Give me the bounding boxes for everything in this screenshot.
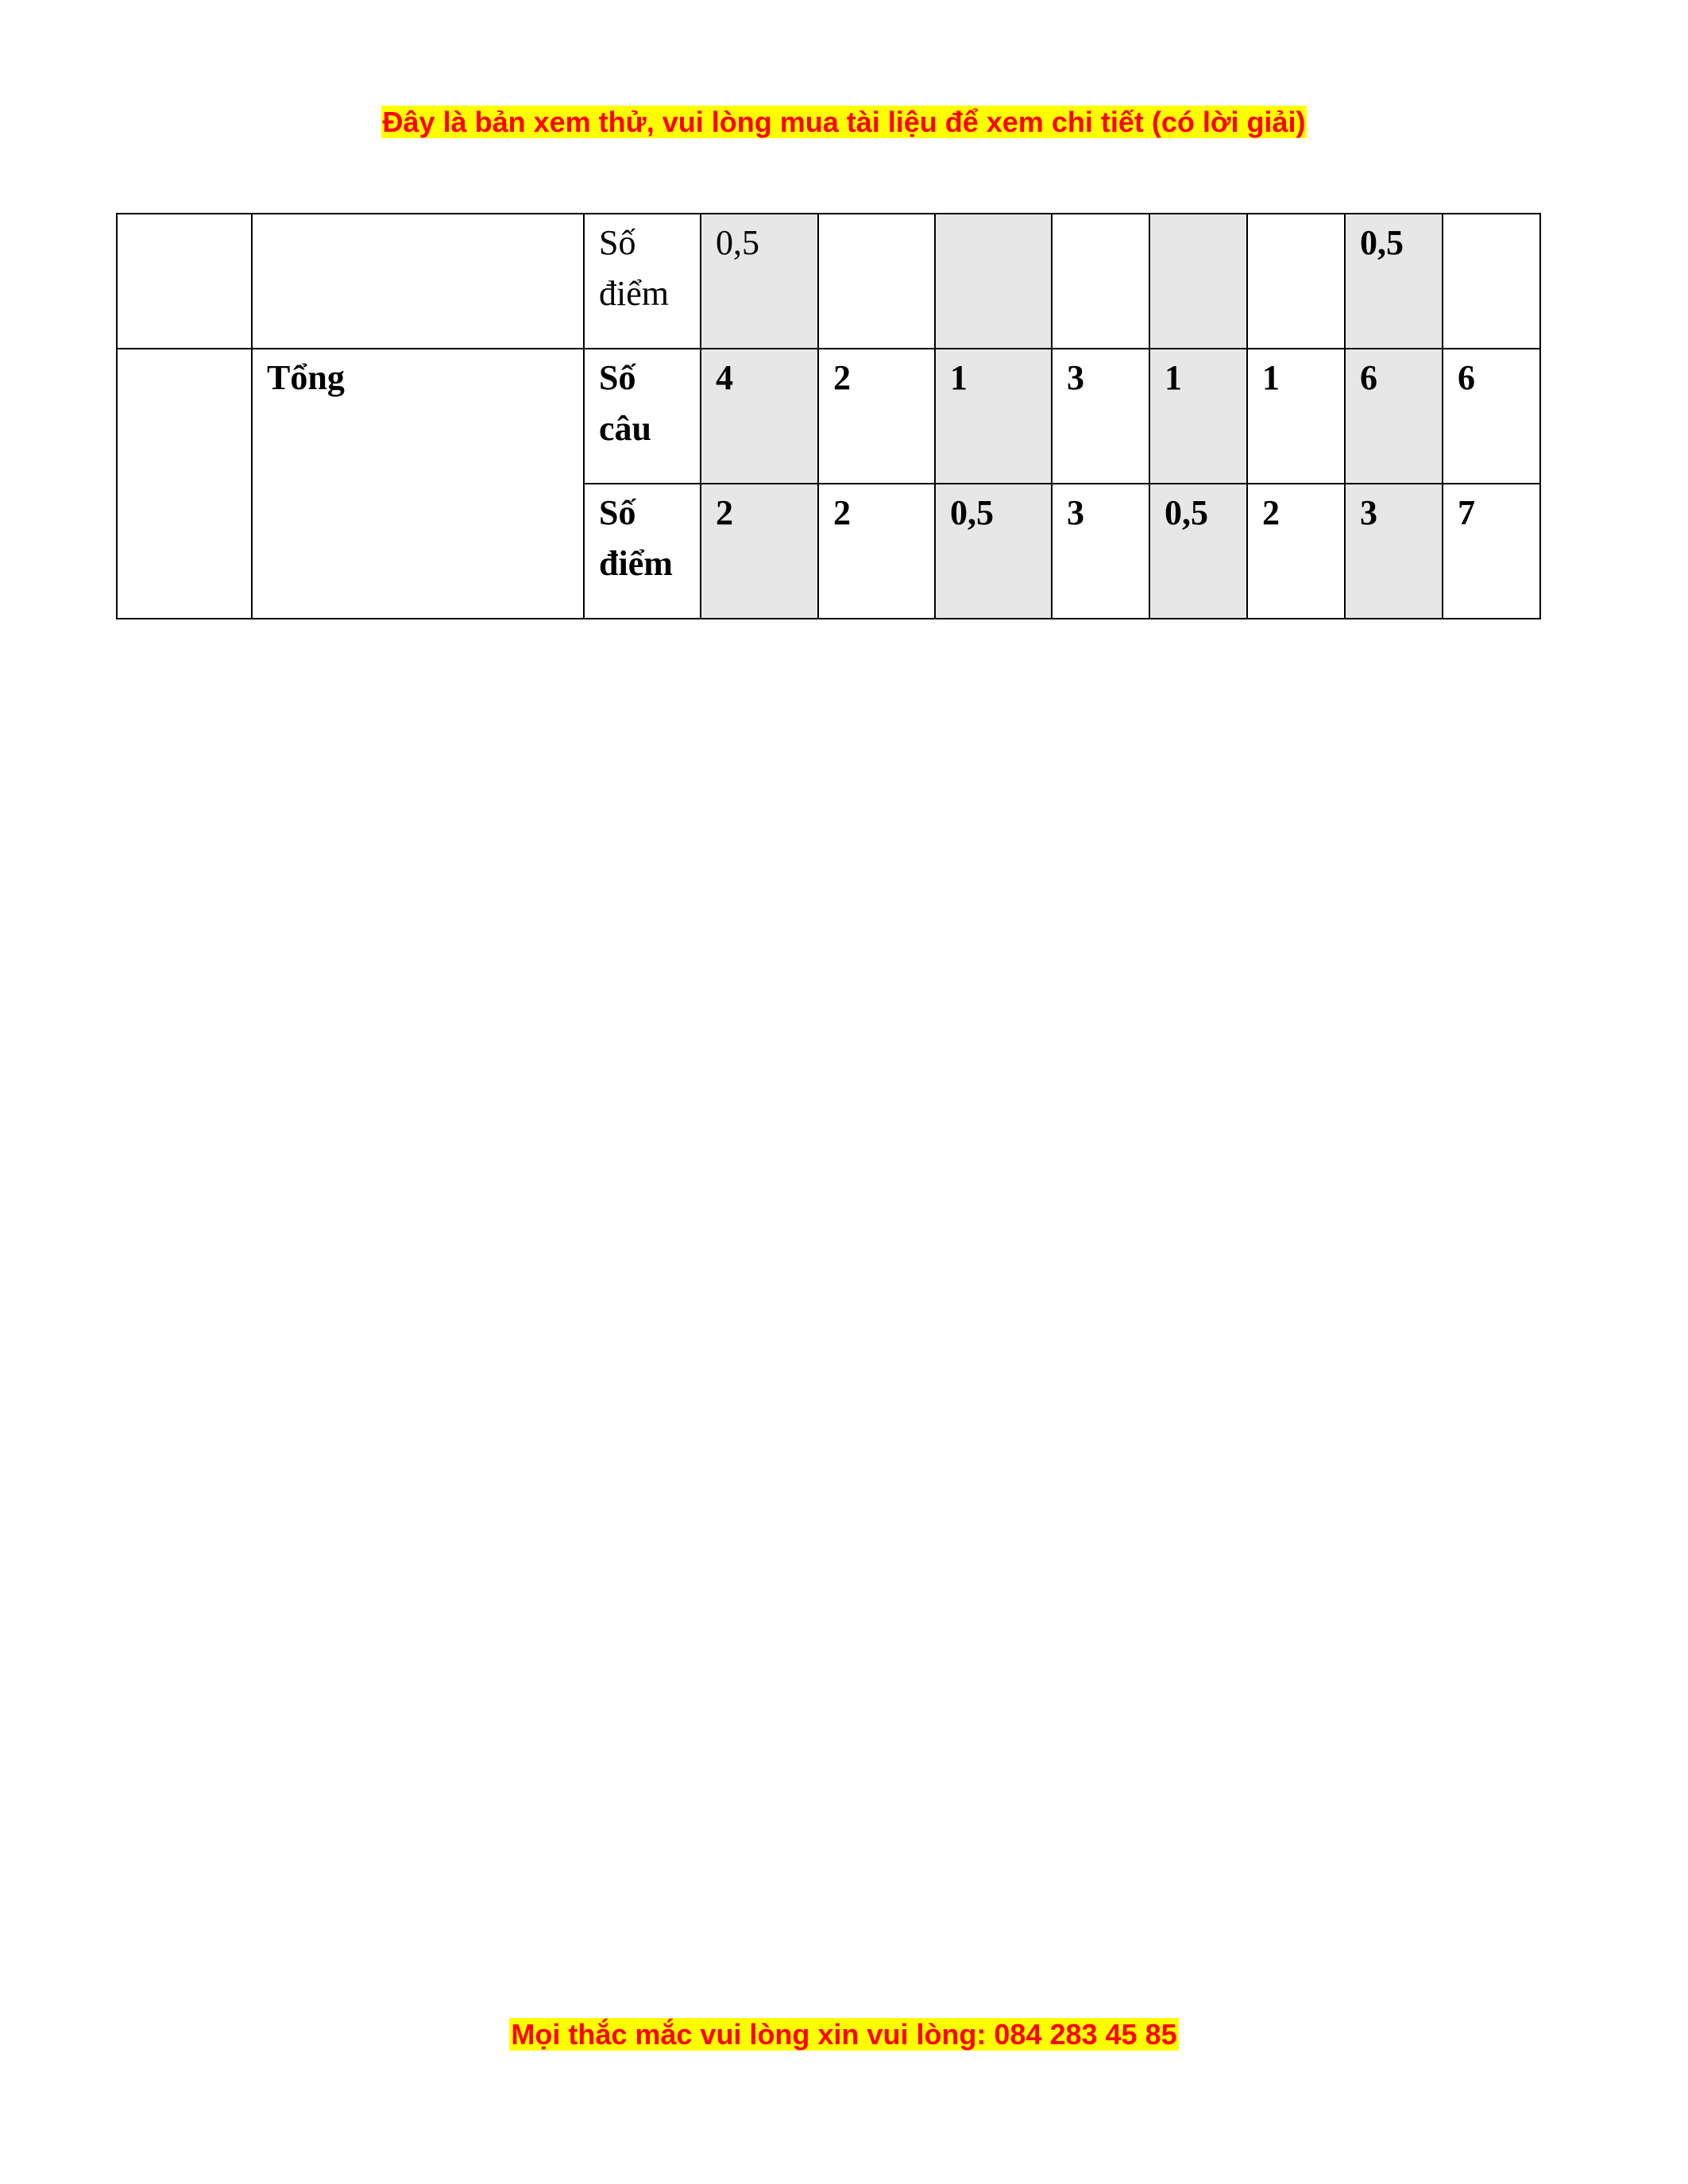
table-cell-empty <box>117 214 252 349</box>
row-label-points: Số điểm <box>584 214 701 349</box>
table-cell-empty <box>117 349 252 619</box>
table-cell <box>935 214 1052 349</box>
table-cell: 6 <box>1345 349 1443 484</box>
table-cell <box>1149 214 1247 349</box>
table-cell: 3 <box>1345 484 1443 619</box>
table-cell: 1 <box>1247 349 1345 484</box>
table-cell: 0,5 <box>1345 214 1443 349</box>
table-cell: 7 <box>1443 484 1540 619</box>
table-cell: 1 <box>1149 349 1247 484</box>
table-cell <box>1443 214 1540 349</box>
table-cell: 2 <box>818 484 935 619</box>
table-cell <box>818 214 935 349</box>
table-row <box>117 214 1540 349</box>
table-cell: 0,5 <box>1149 484 1247 619</box>
table-cell: 2 <box>818 349 935 484</box>
table-cell: 2 <box>1247 484 1345 619</box>
table-cell: 6 <box>1443 349 1540 484</box>
score-matrix-table <box>116 213 1541 619</box>
table-cell: 2 <box>701 484 818 619</box>
table-cell: 0,5 <box>935 484 1052 619</box>
contact-text: Mọi thắc mắc vui lòng xin vui lòng: 084 283 45 85 <box>511 2018 1177 2051</box>
table-cell: 0,5 <box>701 214 818 349</box>
table-cell <box>1052 214 1149 349</box>
table-row <box>117 349 1540 484</box>
row-label-points: Số điểm <box>584 484 701 619</box>
table-cell: 1 <box>935 349 1052 484</box>
table-cell: 4 <box>701 349 818 484</box>
table-cell: 3 <box>1052 349 1149 484</box>
table-cell: 3 <box>1052 484 1149 619</box>
total-label: Tổng <box>252 349 584 619</box>
contact-banner <box>0 2017 1688 2052</box>
preview-notice-banner <box>0 105 1688 140</box>
table-cell <box>1247 214 1345 349</box>
preview-notice-text: Đây là bản xem thử, vui lòng mua tài liệu để xem chi tiết (có lời giải) <box>382 106 1306 138</box>
row-label-questions: Số câu <box>584 349 701 484</box>
table-cell-empty <box>252 214 584 349</box>
